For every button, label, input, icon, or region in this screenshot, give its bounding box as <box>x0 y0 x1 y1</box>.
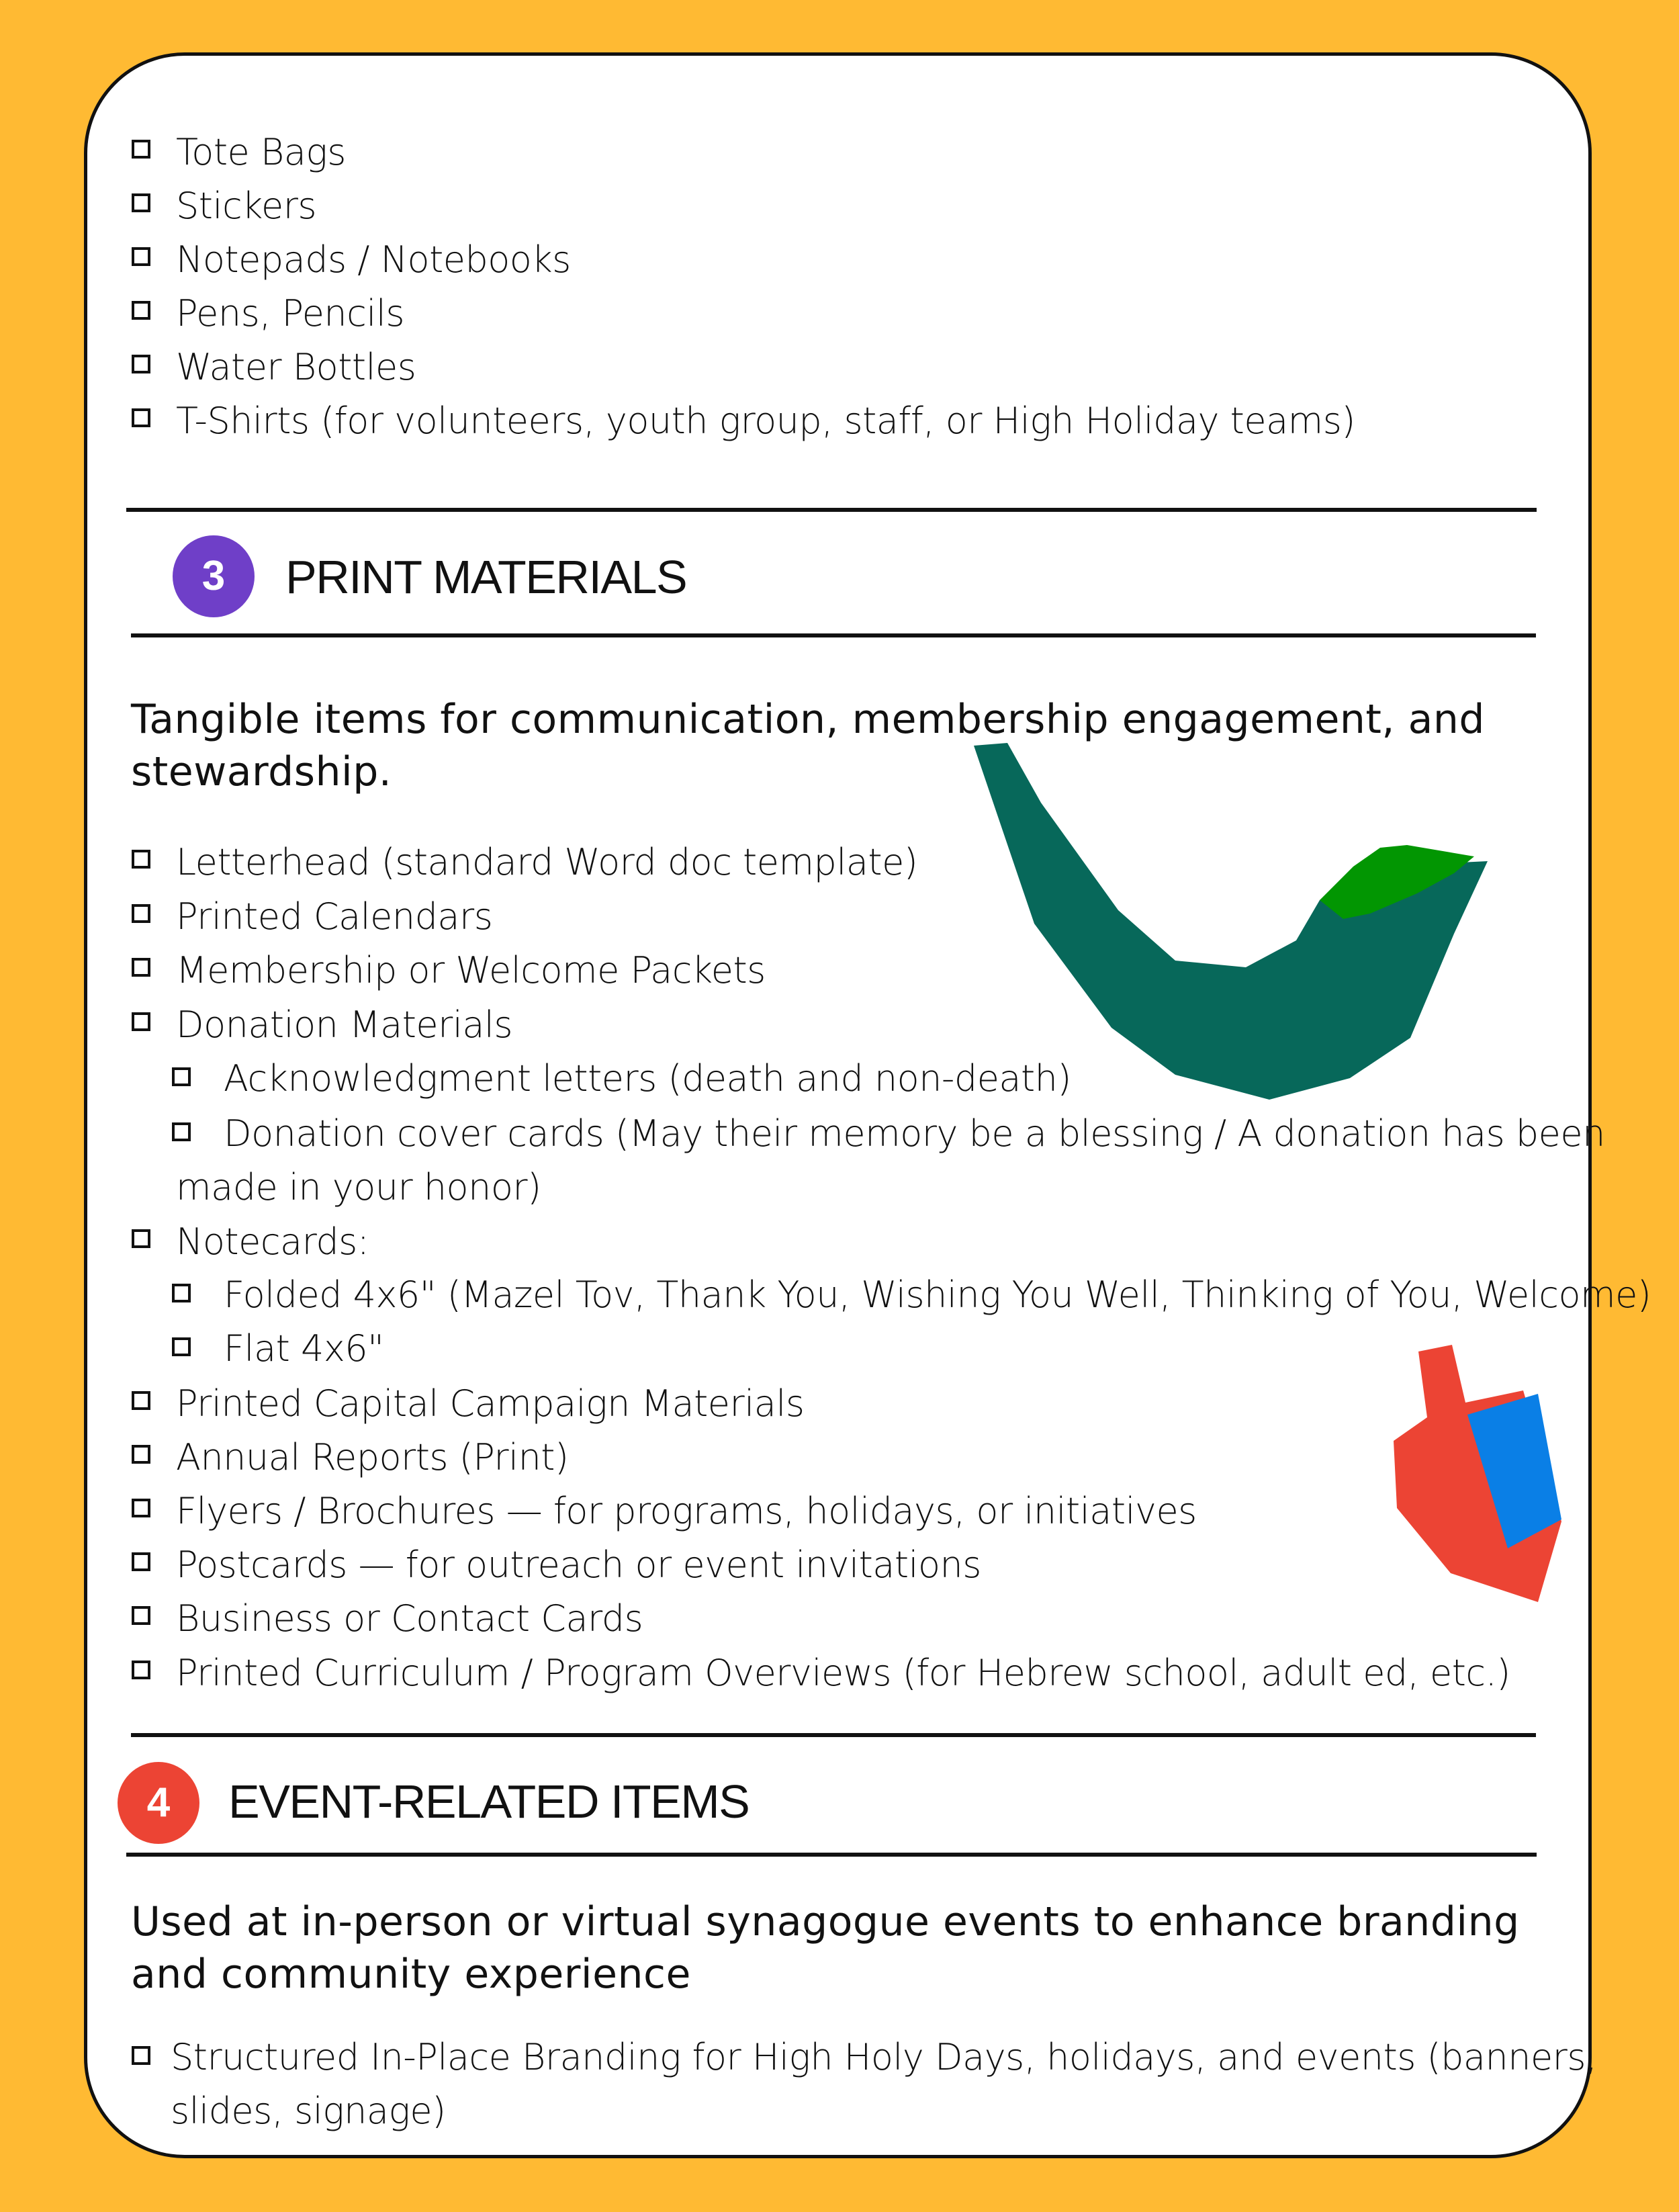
checkbox-icon[interactable] <box>132 1552 150 1571</box>
section-number-badge: 3 <box>173 535 255 617</box>
checkbox-icon[interactable] <box>172 1284 191 1302</box>
sub-list-item: Acknowledgment letters (death and non-death) <box>224 1057 1071 1100</box>
sub-list-item: Folded 4x6" (Mazel Tov, Thank You, Wishing You Well, Thinking of You, Welcome) <box>224 1274 1651 1316</box>
intro-line: Tangible items for communication, membership engagement, and <box>131 696 1485 743</box>
dreidel-illustration <box>1394 1345 1561 1602</box>
checkbox-icon[interactable] <box>172 1067 191 1086</box>
checkbox-icon[interactable] <box>132 1499 150 1517</box>
checkbox-icon[interactable] <box>132 408 150 427</box>
list-item: Notecards: <box>176 1221 369 1263</box>
intro-line: Used at in-person or virtual synagogue events to enhance branding <box>131 1898 1520 1945</box>
list-item: Notepads / Notebooks <box>176 238 571 281</box>
sub-list-item: Donation cover cards (May their memory be a blessing / A donation has been <box>224 1112 1605 1155</box>
section-title: EVENT-RELATED ITEMS <box>228 1775 750 1828</box>
checkbox-icon[interactable] <box>132 1661 150 1679</box>
section-intro <box>131 1896 1520 2000</box>
list-item: Water Bottles <box>176 346 416 388</box>
section-intro <box>131 693 1485 798</box>
section-divider <box>131 633 1536 637</box>
section-divider <box>126 1853 1537 1857</box>
list-item: Letterhead (standard Word doc template) <box>176 841 918 883</box>
checkbox-icon[interactable] <box>132 193 150 212</box>
intro-line: and community experience <box>131 1951 691 1998</box>
checkbox-icon[interactable] <box>132 247 150 266</box>
intro-line: stewardship. <box>131 748 392 795</box>
checkbox-icon[interactable] <box>132 140 150 159</box>
section-number-badge: 4 <box>118 1762 199 1844</box>
sub-list-item: Flat 4x6" <box>224 1327 384 1370</box>
checkbox-icon[interactable] <box>172 1337 191 1356</box>
list-item: Printed Calendars <box>176 895 493 938</box>
sub-list-item-continued: made in your honor) <box>176 1166 541 1208</box>
list-item: Printed Curriculum / Program Overviews (for Hebrew school, adult ed, etc.) <box>176 1652 1510 1694</box>
checkbox-icon[interactable] <box>132 1606 150 1625</box>
checkbox-icon[interactable] <box>132 355 150 373</box>
list-item: Pens, Pencils <box>176 292 404 335</box>
checkbox-icon[interactable] <box>132 958 150 977</box>
list-item: Tote Bags <box>176 131 346 173</box>
list-item: T-Shirts (for volunteers, youth group, staff, or High Holiday teams) <box>176 400 1355 442</box>
list-item: Membership or Welcome Packets <box>176 949 766 991</box>
list-item: Printed Capital Campaign Materials <box>176 1382 805 1425</box>
checkbox-icon[interactable] <box>132 301 150 320</box>
list-item: Flyers / Brochures — for programs, holidays, or initiatives <box>176 1490 1197 1532</box>
list-item-continued: slides, signage) <box>171 2090 446 2132</box>
checkbox-icon[interactable] <box>132 1391 150 1410</box>
list-item: Business or Contact Cards <box>176 1597 643 1640</box>
checkbox-icon[interactable] <box>132 1229 150 1248</box>
list-item: Postcards — for outreach or event invitations <box>176 1544 981 1586</box>
list-item: Annual Reports (Print) <box>176 1436 569 1478</box>
checkbox-icon[interactable] <box>172 1122 191 1141</box>
section-divider <box>131 1733 1536 1737</box>
section-divider <box>126 508 1537 512</box>
checkbox-icon[interactable] <box>132 904 150 923</box>
section-title: PRINT MATERIALS <box>285 551 687 603</box>
list-item: Donation Materials <box>176 1004 513 1046</box>
checkbox-icon[interactable] <box>132 1445 150 1464</box>
checkbox-icon[interactable] <box>132 850 150 869</box>
list-item: Structured In-Place Branding for High Holy Days, holidays, and events (banners, <box>171 2036 1597 2078</box>
list-item: Stickers <box>176 185 317 227</box>
checkbox-icon[interactable] <box>132 1012 150 1031</box>
checkbox-icon[interactable] <box>132 2046 150 2065</box>
